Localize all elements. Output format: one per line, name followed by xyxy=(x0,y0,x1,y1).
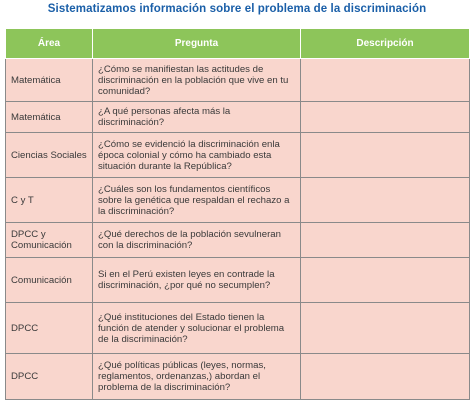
table-header-row xyxy=(6,29,470,59)
pregunta-cell: Si en el Perú existen leyes en contrade la discriminación, ¿por qué no secumplen? xyxy=(93,258,301,303)
descripcion-cell[interactable] xyxy=(301,133,470,178)
pregunta-cell: ¿Cómo se manifiestan las actitudes de discriminación en la población que vive en tu comunidad? xyxy=(93,59,301,102)
table-row xyxy=(6,303,470,354)
table-row xyxy=(6,102,470,133)
header-area: Área xyxy=(6,29,93,59)
info-table xyxy=(5,28,470,400)
descripcion-cell[interactable] xyxy=(301,303,470,354)
pregunta-cell: ¿A qué personas afecta más la discriminación? xyxy=(93,102,301,133)
table-row xyxy=(6,258,470,303)
table-row xyxy=(6,59,470,102)
area-cell: Matemática xyxy=(6,59,93,102)
area-cell: C y T xyxy=(6,178,93,223)
area-cell: DPCC xyxy=(6,303,93,354)
descripcion-cell[interactable] xyxy=(301,223,470,258)
header-pregunta: Pregunta xyxy=(93,29,301,59)
area-cell: DPCC y Comunicación xyxy=(6,223,93,258)
table-row xyxy=(6,354,470,400)
descripcion-cell[interactable] xyxy=(301,59,470,102)
area-cell: Matemática xyxy=(6,102,93,133)
pregunta-cell: ¿Qué derechos de la población sevulneran con la discriminación? xyxy=(93,223,301,258)
table-row xyxy=(6,178,470,223)
descripcion-cell[interactable] xyxy=(301,178,470,223)
page-title: Sistematizamos información sobre el problema de la discriminación xyxy=(47,3,427,15)
area-cell: DPCC xyxy=(6,354,93,400)
area-cell: Comunicación xyxy=(6,258,93,303)
pregunta-cell: ¿Qué instituciones del Estado tienen la función de atender y solucionar el problema de la discriminación? xyxy=(93,303,301,354)
table-row xyxy=(6,223,470,258)
descripcion-cell[interactable] xyxy=(301,354,470,400)
descripcion-cell[interactable] xyxy=(301,258,470,303)
header-descripcion: Descripción xyxy=(301,29,470,59)
area-cell: Ciencias Sociales xyxy=(6,133,93,178)
pregunta-cell: ¿Cuáles son los fundamentos científicos sobre la genética que respaldan el rechazo a la discriminación? xyxy=(93,178,301,223)
descripcion-cell[interactable] xyxy=(301,102,470,133)
table-row xyxy=(6,133,470,178)
pregunta-cell: ¿Cómo se evidenció la discriminación enla época colonial y cómo ha cambiado esta situación durante la República? xyxy=(93,133,301,178)
pregunta-cell: ¿Qué políticas públicas (leyes, normas, reglamentos, ordenanzas,) abordan el problema de la discriminación? xyxy=(93,354,301,400)
